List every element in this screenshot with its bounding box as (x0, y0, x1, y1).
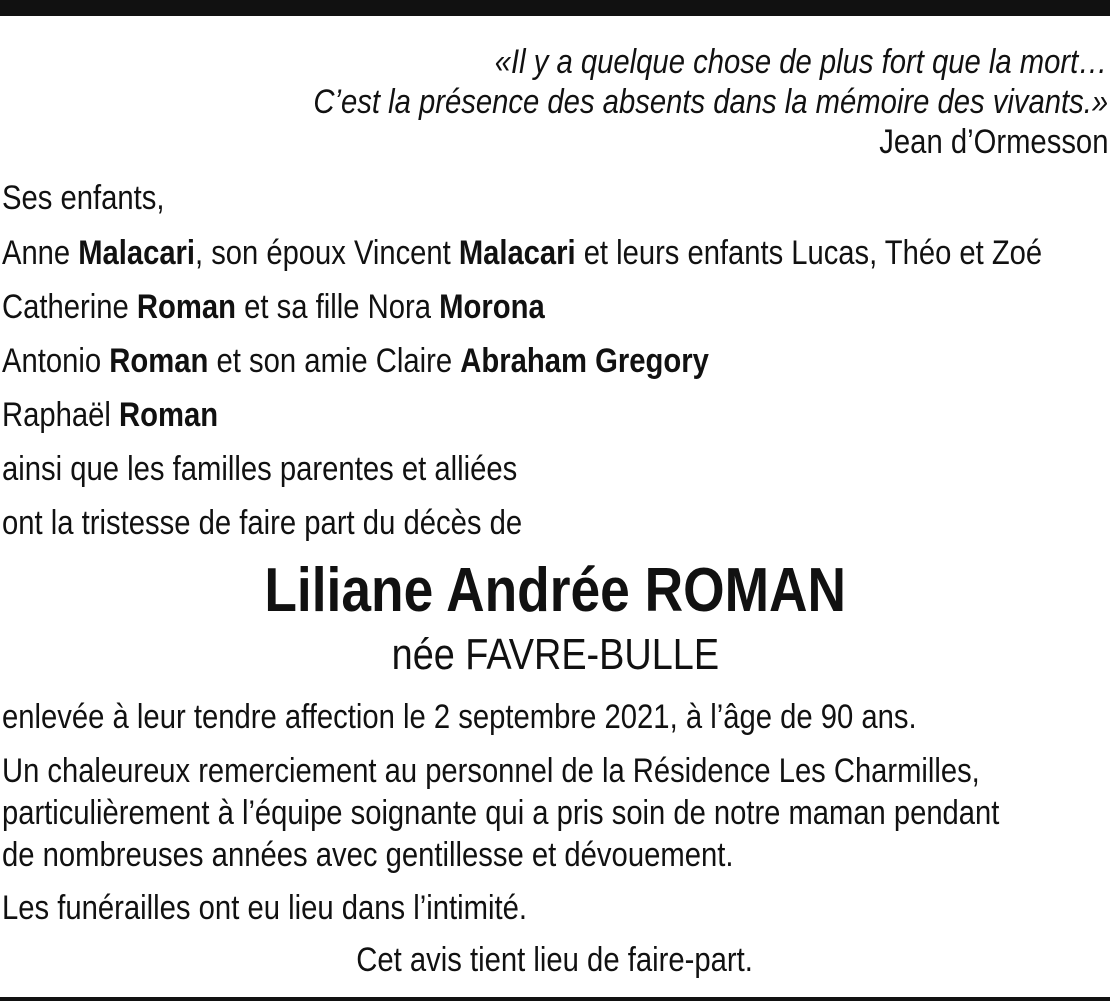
quote-line-2: C’est la présence des absents dans la mémoire des vivants.» (313, 83, 1108, 121)
family-line-anne: Anne Malacari, son époux Vincent Malacari et leurs enfants Lucas, Théo et Zoé (2, 234, 1043, 272)
thanks-paragraph (2, 750, 1110, 876)
quote-author: Jean d’Ormesson (878, 123, 1108, 161)
family-line-catherine: Catherine Roman et sa fille Nora Morona (2, 288, 545, 326)
thanks-line-3: de nombreuses années avec gentillesse et dévouement. (2, 836, 734, 874)
family-allies-line: ainsi que les familles parentes et alliées (2, 450, 518, 488)
family-line-antonio: Antonio Roman et son amie Claire Abraham Gregory (2, 342, 709, 380)
intro-line: Ses enfants, (2, 179, 165, 217)
announcement-line: ont la tristesse de faire part du décès de (2, 504, 523, 542)
family-line-raphael: Raphaël Roman (2, 396, 219, 434)
maiden-name: née FAVRE-BULLE (391, 630, 719, 679)
thanks-line-2: particulièrement à l’équipe soignante qui a pris soin de notre maman pendant (2, 794, 1000, 832)
death-date-line: enlevée à leur tendre affection le 2 septembre 2021, à l’âge de 90 ans. (2, 698, 917, 736)
top-rule (0, 0, 1110, 16)
epigraph-quote (184, 42, 1108, 162)
funeral-line: Les funérailles ont eu lieu dans l’intimité. (2, 889, 528, 927)
closing-line: Cet avis tient lieu de faire-part. (356, 941, 754, 979)
bottom-rule (0, 997, 1110, 1001)
thanks-line-1: Un chaleureux remerciement au personnel de la Résidence Les Charmilles, (2, 752, 980, 790)
deceased-name: Liliane Andrée ROMAN (264, 556, 846, 625)
quote-line-1: «Il y a quelque chose de plus fort que la mort… (495, 43, 1108, 81)
